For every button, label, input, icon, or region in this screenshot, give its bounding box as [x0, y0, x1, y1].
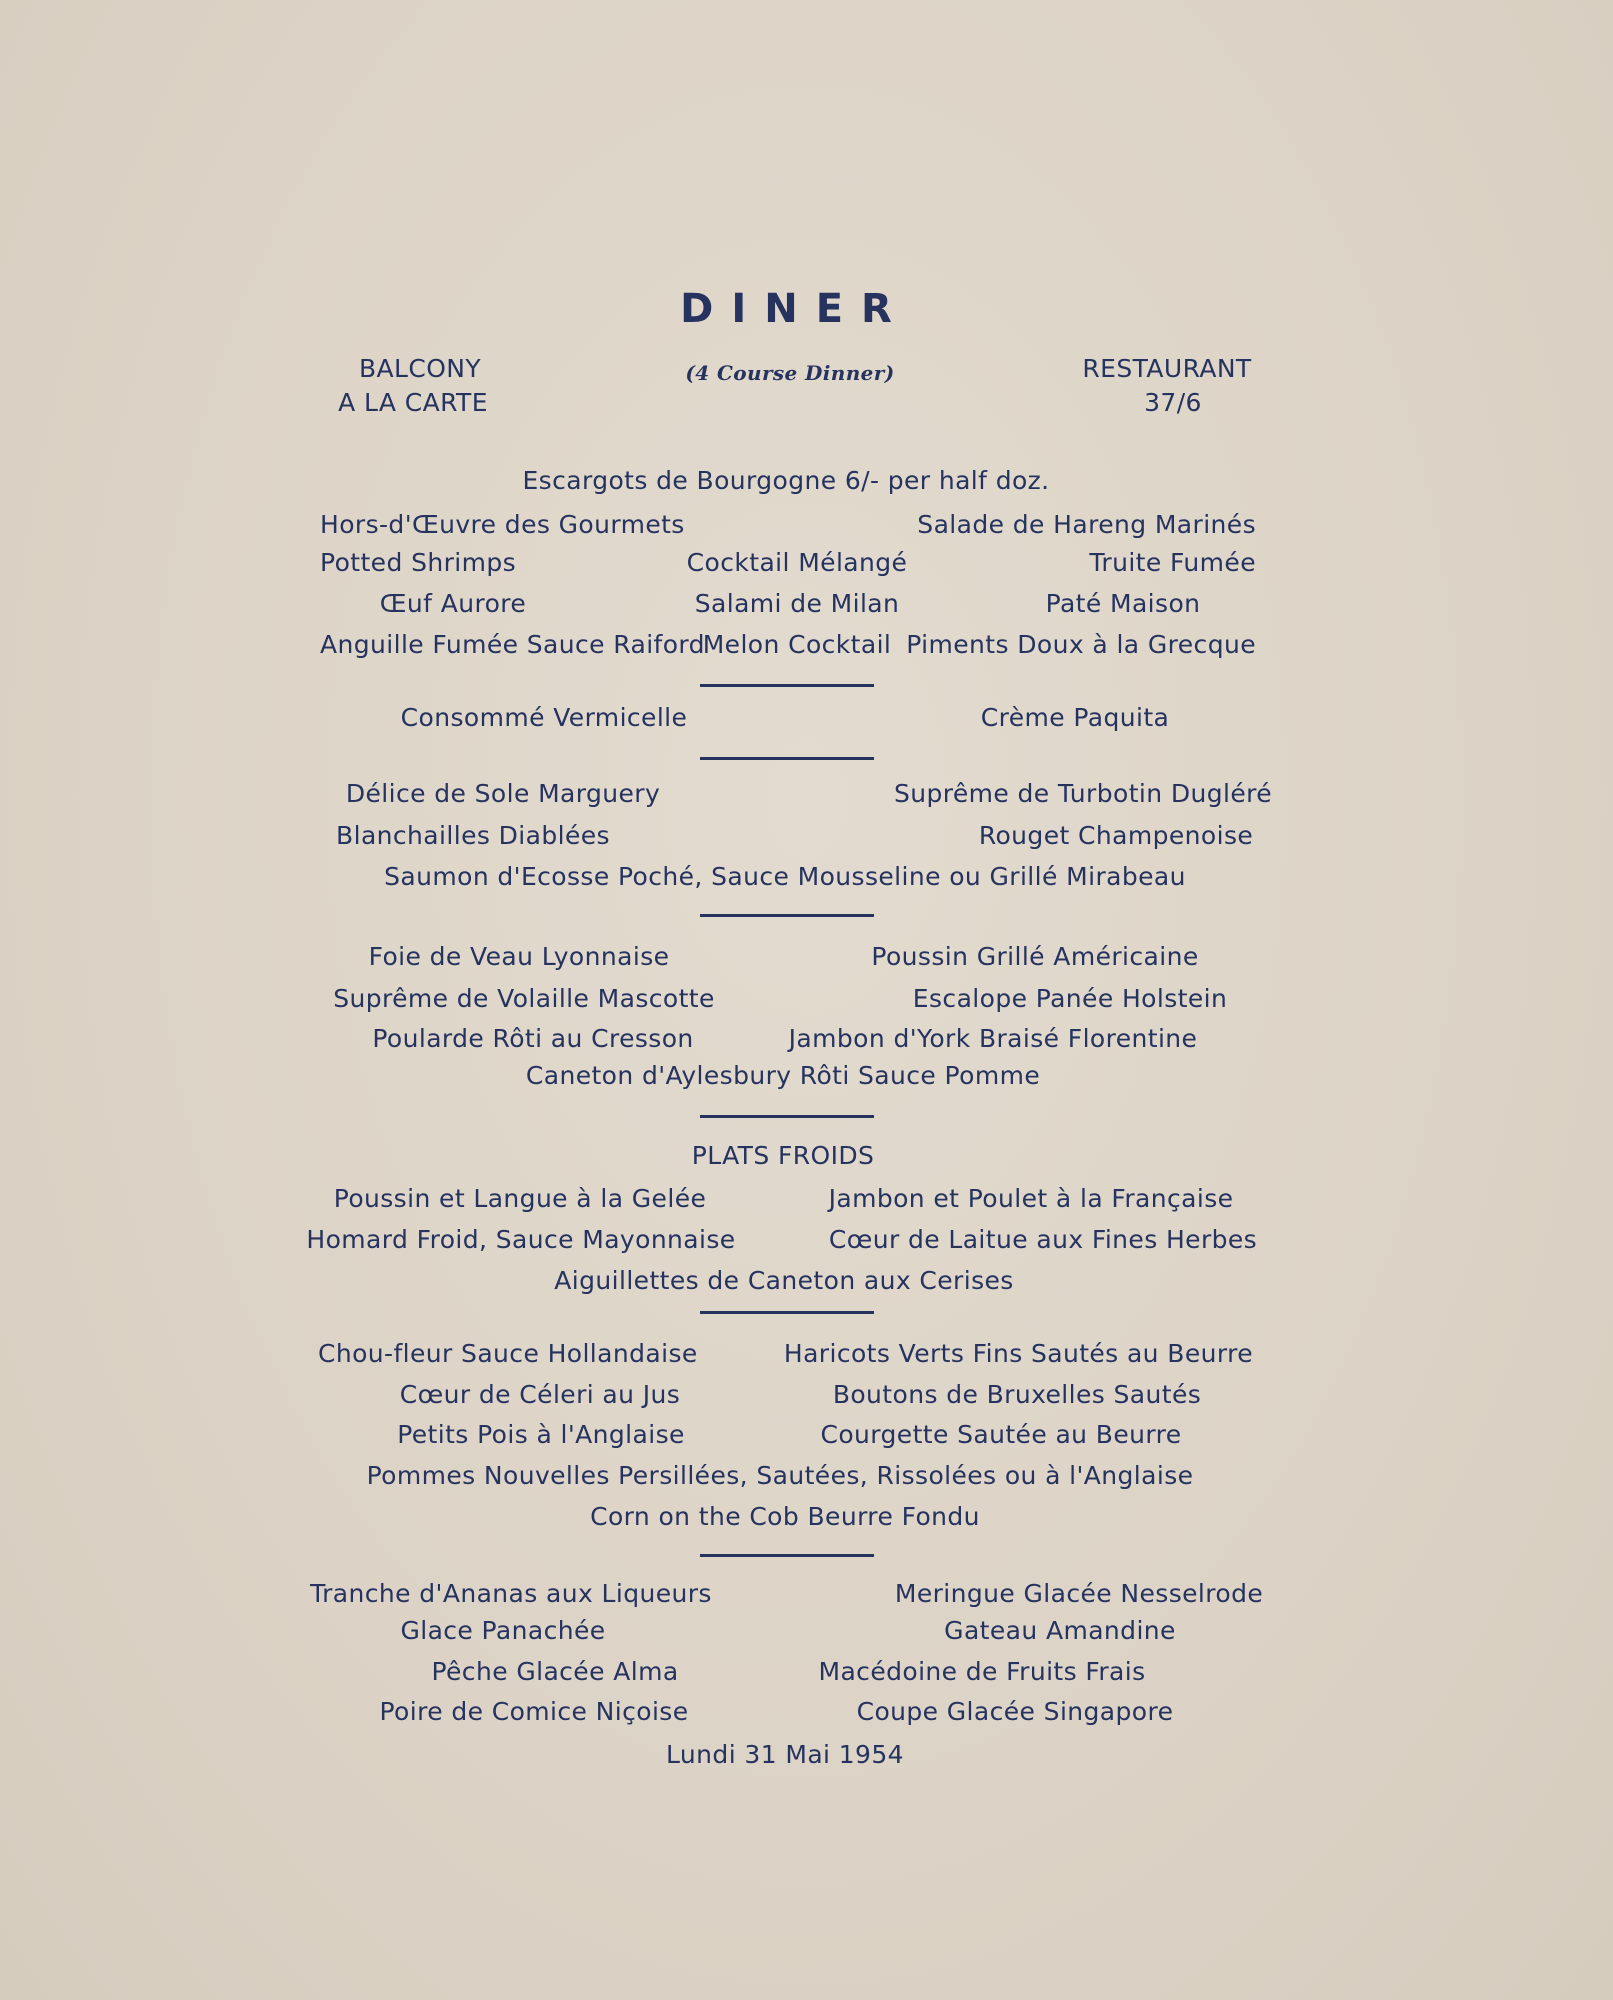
vegetable-item-potatoes: Pommes Nouvelles Persillées, Sautées, Rissolées ou à l'Anglaise	[366, 1461, 1194, 1490]
menu-title: DINER	[680, 286, 910, 332]
main-item: Poularde Rôti au Cresson	[372, 1024, 694, 1053]
course-note: (4 Course Dinner)	[685, 361, 895, 385]
main-item-duck: Caneton d'Aylesbury Rôti Sauce Pomme	[525, 1061, 1041, 1090]
vegetable-item: Haricots Verts Fins Sautés au Beurre	[783, 1339, 1253, 1368]
main-item: Poussin Grillé Américaine	[871, 942, 1199, 971]
dessert-item: Macédoine de Fruits Frais	[818, 1657, 1146, 1686]
fish-item: Délice de Sole Marguery	[345, 779, 661, 808]
cold-item: Jambon et Poulet à la Française	[828, 1184, 1234, 1213]
starter-item: Salami de Milan	[694, 589, 900, 618]
dessert-item: Tranche d'Ananas aux Liqueurs	[310, 1579, 712, 1608]
restaurant-label: RESTAURANT	[1082, 354, 1252, 383]
section-divider	[700, 684, 874, 687]
cold-item: Homard Froid, Sauce Mayonnaise	[306, 1225, 736, 1254]
fish-item: Suprême de Turbotin Dugléré	[893, 779, 1273, 808]
cold-item: Poussin et Langue à la Gelée	[333, 1184, 707, 1213]
main-item: Foie de Veau Lyonnaise	[368, 942, 670, 971]
vegetable-item-corn: Corn on the Cob Beurre Fondu	[590, 1502, 980, 1531]
starter-item: Anguille Fumée Sauce Raiford	[320, 630, 705, 659]
dessert-item: Gateau Amandine	[944, 1616, 1176, 1645]
starter-item: Paté Maison	[1045, 589, 1201, 618]
fish-item: Blanchailles Diablées	[336, 821, 610, 850]
a-la-carte-label: A LA CARTE	[338, 388, 488, 417]
fish-item-salmon: Saumon d'Ecosse Poché, Sauce Mousseline ou Grillé Mirabeau	[384, 862, 1186, 891]
price-label: 37/6	[1144, 388, 1202, 417]
main-item: Jambon d'York Braisé Florentine	[788, 1024, 1198, 1053]
plats-froids-heading: PLATS FROIDS	[691, 1141, 875, 1170]
vegetable-item: Boutons de Bruxelles Sautés	[832, 1380, 1202, 1409]
starter-item: Œuf Aurore	[379, 589, 527, 618]
starter-item: Piments Doux à la Grecque	[906, 630, 1256, 659]
section-divider	[700, 1554, 874, 1557]
escargots-item: Escargots de Bourgogne 6/- per half doz.	[522, 466, 1050, 495]
starter-item: Hors-d'Œuvre des Gourmets	[320, 510, 685, 539]
starter-item: Potted Shrimps	[320, 548, 517, 577]
vegetable-item: Courgette Sautée au Beurre	[820, 1420, 1182, 1449]
balcony-label: BALCONY	[358, 354, 482, 383]
section-divider	[700, 1311, 874, 1314]
main-item: Suprême de Volaille Mascotte	[333, 984, 715, 1013]
dessert-item: Coupe Glacée Singapore	[856, 1697, 1174, 1726]
starter-item: Salade de Hareng Marinés	[917, 510, 1256, 539]
vegetable-item: Chou-fleur Sauce Hollandaise	[318, 1339, 698, 1368]
cold-item: Cœur de Laitue aux Fines Herbes	[828, 1225, 1258, 1254]
starter-item: Truite Fumée	[1089, 548, 1256, 577]
fish-item: Rouget Champenoise	[978, 821, 1254, 850]
section-divider	[700, 914, 874, 917]
section-divider	[700, 757, 874, 760]
menu-date: Lundi 31 Mai 1954	[666, 1740, 904, 1769]
cold-item-duck: Aiguillettes de Caneton aux Cerises	[554, 1266, 1014, 1295]
dessert-item: Poire de Comice Niçoise	[379, 1697, 689, 1726]
soup-item: Consommé Vermicelle	[400, 703, 688, 732]
dessert-item: Meringue Glacée Nesselrode	[894, 1579, 1264, 1608]
dessert-item: Pêche Glacée Alma	[431, 1657, 679, 1686]
dessert-item: Glace Panachée	[400, 1616, 606, 1645]
vegetable-item: Cœur de Céleri au Jus	[399, 1380, 681, 1409]
vegetable-item: Petits Pois à l'Anglaise	[397, 1420, 685, 1449]
section-divider	[700, 1115, 874, 1118]
starter-item: Cocktail Mélangé	[686, 548, 908, 577]
starter-item: Melon Cocktail	[702, 630, 892, 659]
main-item: Escalope Panée Holstein	[912, 984, 1228, 1013]
soup-item: Crème Paquita	[980, 703, 1170, 732]
